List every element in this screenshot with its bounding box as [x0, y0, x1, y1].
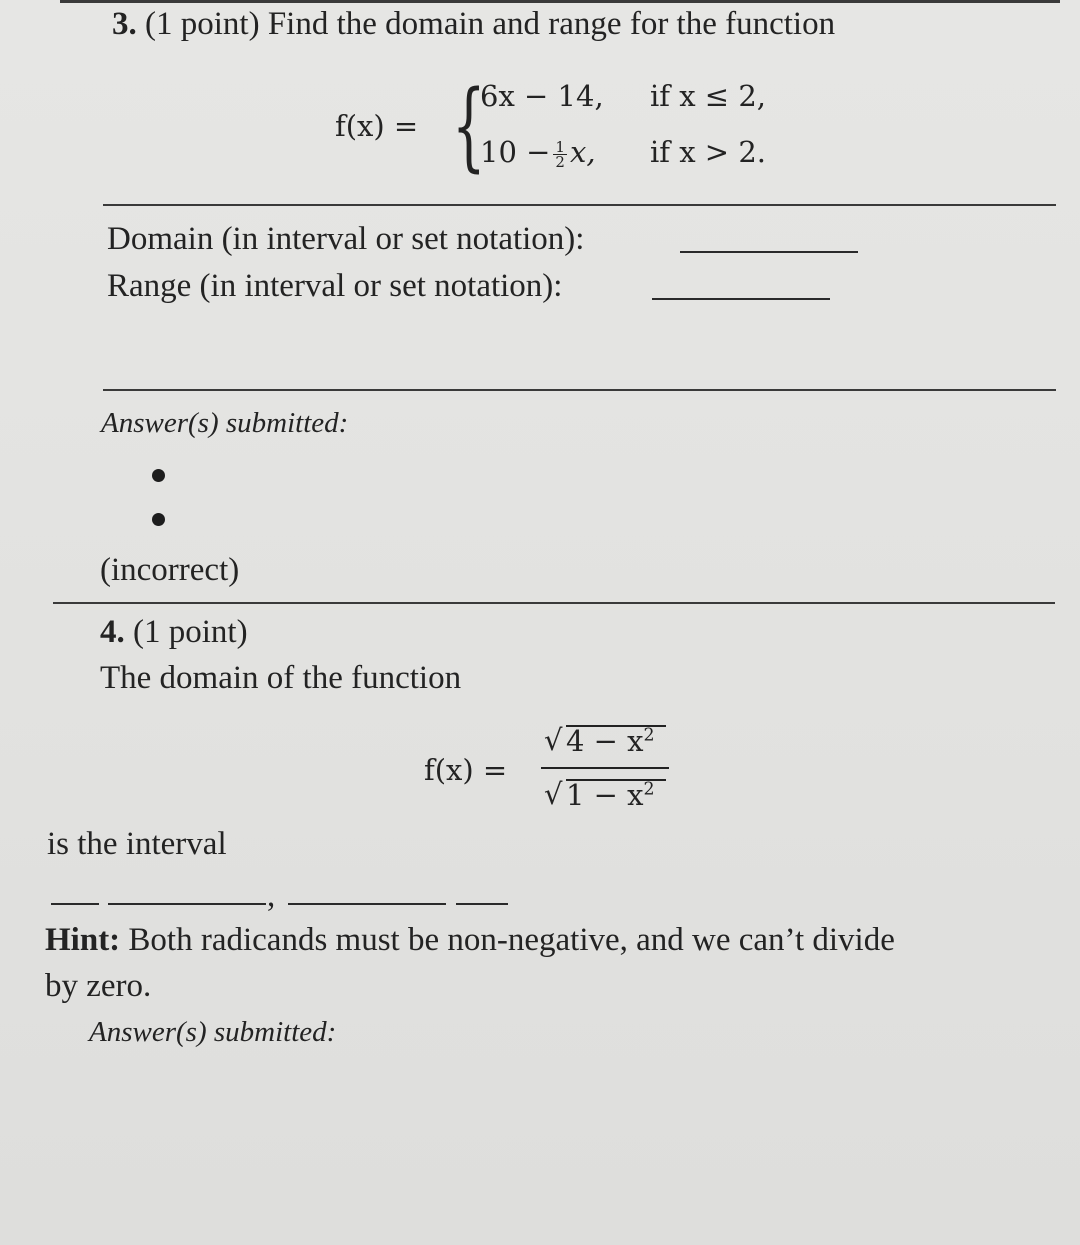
problem4-prompt: The domain of the function: [100, 660, 462, 696]
problem3-status: (incorrect): [100, 552, 240, 588]
interval-upper-bound-blank[interactable]: [288, 903, 446, 905]
case2-frac-den: 2: [555, 152, 565, 171]
problem3-number: 3.: [112, 6, 137, 42]
numerator-sqrt-sign: √: [544, 723, 563, 757]
problem3-answers-heading: Answer(s) submitted:: [101, 407, 349, 439]
case2-prefix: 10 −: [480, 135, 551, 169]
problem4-header: [100, 614, 248, 651]
answer-bullet: [152, 513, 165, 526]
problem-separator: [53, 602, 1055, 604]
top-divider: [60, 0, 1060, 3]
problem4-answers-heading: Answer(s) submitted:: [89, 1016, 337, 1048]
fraction-bar: [541, 767, 669, 769]
case2-suffix: x,: [569, 135, 596, 169]
denominator-sqrt-sign: √: [544, 777, 563, 811]
problem4-points: (1 point): [133, 614, 248, 650]
problem3-divider-2: [103, 389, 1056, 391]
case2-expression: [480, 135, 596, 169]
interval-open-bracket-blank[interactable]: [51, 903, 99, 905]
denominator-radicand: $1 - x^2$: [566, 778, 655, 812]
domain-answer-blank[interactable]: [680, 251, 858, 253]
interval-lower-bound-blank[interactable]: [108, 903, 266, 905]
case2-fraction: [553, 137, 567, 171]
range-answer-blank[interactable]: [652, 298, 830, 300]
problem3-function-lhs: f(x) =: [335, 109, 419, 143]
problem4-after-text: is the interval: [47, 826, 227, 862]
interval-comma: ,: [267, 878, 276, 914]
numerator-radicand: $4 - x^2$: [566, 724, 655, 758]
range-label: Range (in interval or set notation):: [107, 268, 563, 304]
hint-line-1: [45, 922, 895, 959]
case2-condition: if x > 2.: [650, 135, 766, 169]
piecewise-brace: {: [452, 70, 486, 182]
case2-frac-num: 1: [555, 137, 565, 156]
problem4-function-lhs: f(x) =: [424, 753, 508, 787]
hint-line-2: by zero.: [45, 968, 152, 1004]
problem3-points: (1 point): [145, 6, 260, 42]
problem3-prompt: Find the domain and range for the function: [267, 6, 836, 42]
hint-label: Hint:: [45, 922, 121, 958]
problem3-divider-1: [103, 204, 1056, 206]
case1-condition: if x ≤ 2,: [650, 79, 766, 113]
domain-label: Domain (in interval or set notation):: [107, 221, 585, 257]
case1-expression: 6x − 14,: [480, 79, 604, 113]
answer-bullet: [152, 469, 165, 482]
hint-text-1: Both radicands must be non-negative, and we can’t divide: [128, 922, 895, 958]
problem4-number: 4.: [100, 614, 125, 650]
interval-close-bracket-blank[interactable]: [456, 903, 508, 905]
problem3-header: [112, 6, 835, 43]
